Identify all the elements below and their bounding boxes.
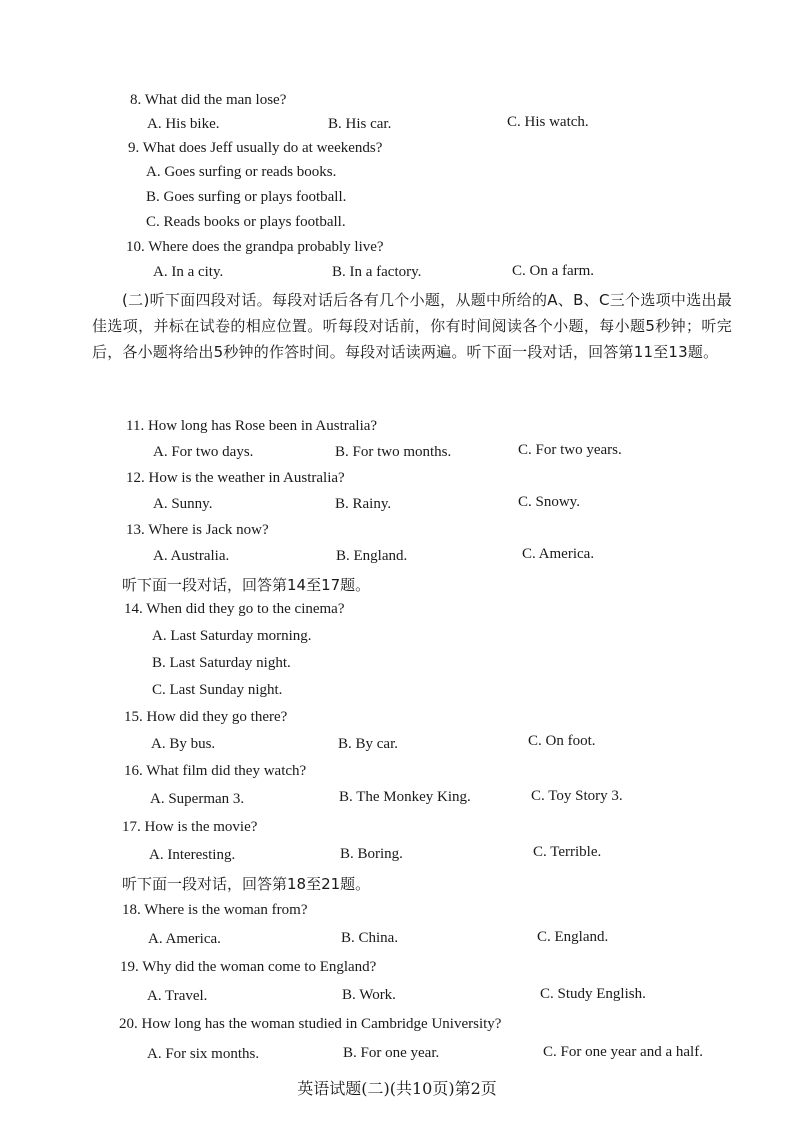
question-19: 19. Why did the woman come to England? xyxy=(120,959,377,975)
instruction-14-17: 听下面一段对话，回答第14至17题。 xyxy=(122,576,371,594)
question-18-option-c: C. England. xyxy=(537,929,609,945)
question-20-option-a: A. For six months. xyxy=(147,1046,260,1062)
question-10-option-b: B. In a factory. xyxy=(332,264,422,280)
question-18-option-a: A. America. xyxy=(148,931,221,947)
question-20: 20. How long has the woman studied in Cambridge University? xyxy=(119,1016,502,1032)
question-19-option-a: A. Travel. xyxy=(147,988,208,1004)
question-8-option-b: B. His car. xyxy=(328,116,392,132)
question-16-option-b: B. The Monkey King. xyxy=(339,789,471,805)
question-8-option-c: C. His watch. xyxy=(507,114,589,130)
question-14: 14. When did they go to the cinema? xyxy=(124,601,345,617)
page-footer: 英语试题(二)(共10页)第2页 xyxy=(297,1079,497,1098)
instruction-18-21: 听下面一段对话，回答第18至21题。 xyxy=(122,875,371,893)
question-9-option-a: A. Goes surfing or reads books. xyxy=(146,164,337,180)
question-16: 16. What film did they watch? xyxy=(124,763,307,779)
question-14-option-b: B. Last Saturday night. xyxy=(152,655,291,671)
question-12-option-b: B. Rainy. xyxy=(335,496,392,512)
question-15-option-b: B. By car. xyxy=(338,736,398,752)
question-20-option-b: B. For one year. xyxy=(343,1045,440,1061)
question-17-option-c: C. Terrible. xyxy=(533,844,602,860)
question-16-option-c: C. Toy Story 3. xyxy=(531,788,623,804)
question-15-option-a: A. By bus. xyxy=(151,736,216,752)
question-11: 11. How long has Rose been in Australia? xyxy=(126,418,378,434)
section-two-instruction: (二)听下面四段对话。每段对话后各有几个小题，从题中所给的A、B、C三个选项中选出最佳选项，并标在试卷的相应位置。听每段对话前，你有时间阅读各个小题，每小题5秒钟；听完后，各小题将给出5秒钟的作答时间。每段对话读两遍。听下面一段对话，回答第11至13题。 xyxy=(92,291,732,361)
question-9: 9. What does Jeff usually do at weekends? xyxy=(128,140,383,156)
question-14-option-c: C. Last Sunday night. xyxy=(152,682,283,698)
question-16-option-a: A. Superman 3. xyxy=(150,791,245,807)
question-10-option-c: C. On a farm. xyxy=(512,263,595,279)
question-11-option-c: C. For two years. xyxy=(518,442,622,458)
question-17: 17. How is the movie? xyxy=(122,819,258,835)
question-19-option-b: B. Work. xyxy=(342,987,396,1003)
question-8: 8. What did the man lose? xyxy=(130,92,287,108)
question-10: 10. Where does the grandpa probably live? xyxy=(126,239,384,255)
question-18: 18. Where is the woman from? xyxy=(122,902,308,918)
question-15: 15. How did they go there? xyxy=(124,709,288,725)
question-9-option-c: C. Reads books or plays football. xyxy=(146,214,346,230)
question-13-option-a: A. Australia. xyxy=(153,548,230,564)
question-13-option-b: B. England. xyxy=(336,548,408,564)
question-18-option-b: B. China. xyxy=(341,930,399,946)
question-12-option-a: A. Sunny. xyxy=(153,496,213,512)
question-17-option-a: A. Interesting. xyxy=(149,847,236,863)
question-12: 12. How is the weather in Australia? xyxy=(126,470,345,486)
question-15-option-c: C. On foot. xyxy=(528,733,596,749)
question-9-option-b: B. Goes surfing or plays football. xyxy=(146,189,347,205)
question-14-option-a: A. Last Saturday morning. xyxy=(152,628,312,644)
question-17-option-b: B. Boring. xyxy=(340,846,403,862)
question-11-option-b: B. For two months. xyxy=(335,444,452,460)
question-10-option-a: A. In a city. xyxy=(153,264,224,280)
question-12-option-c: C. Snowy. xyxy=(518,494,580,510)
question-8-option-a: A. His bike. xyxy=(147,116,220,132)
question-19-option-c: C. Study English. xyxy=(540,986,646,1002)
question-13: 13. Where is Jack now? xyxy=(126,522,269,538)
question-13-option-c: C. America. xyxy=(522,546,595,562)
question-20-option-c: C. For one year and a half. xyxy=(543,1044,703,1060)
question-11-option-a: A. For two days. xyxy=(153,444,254,460)
